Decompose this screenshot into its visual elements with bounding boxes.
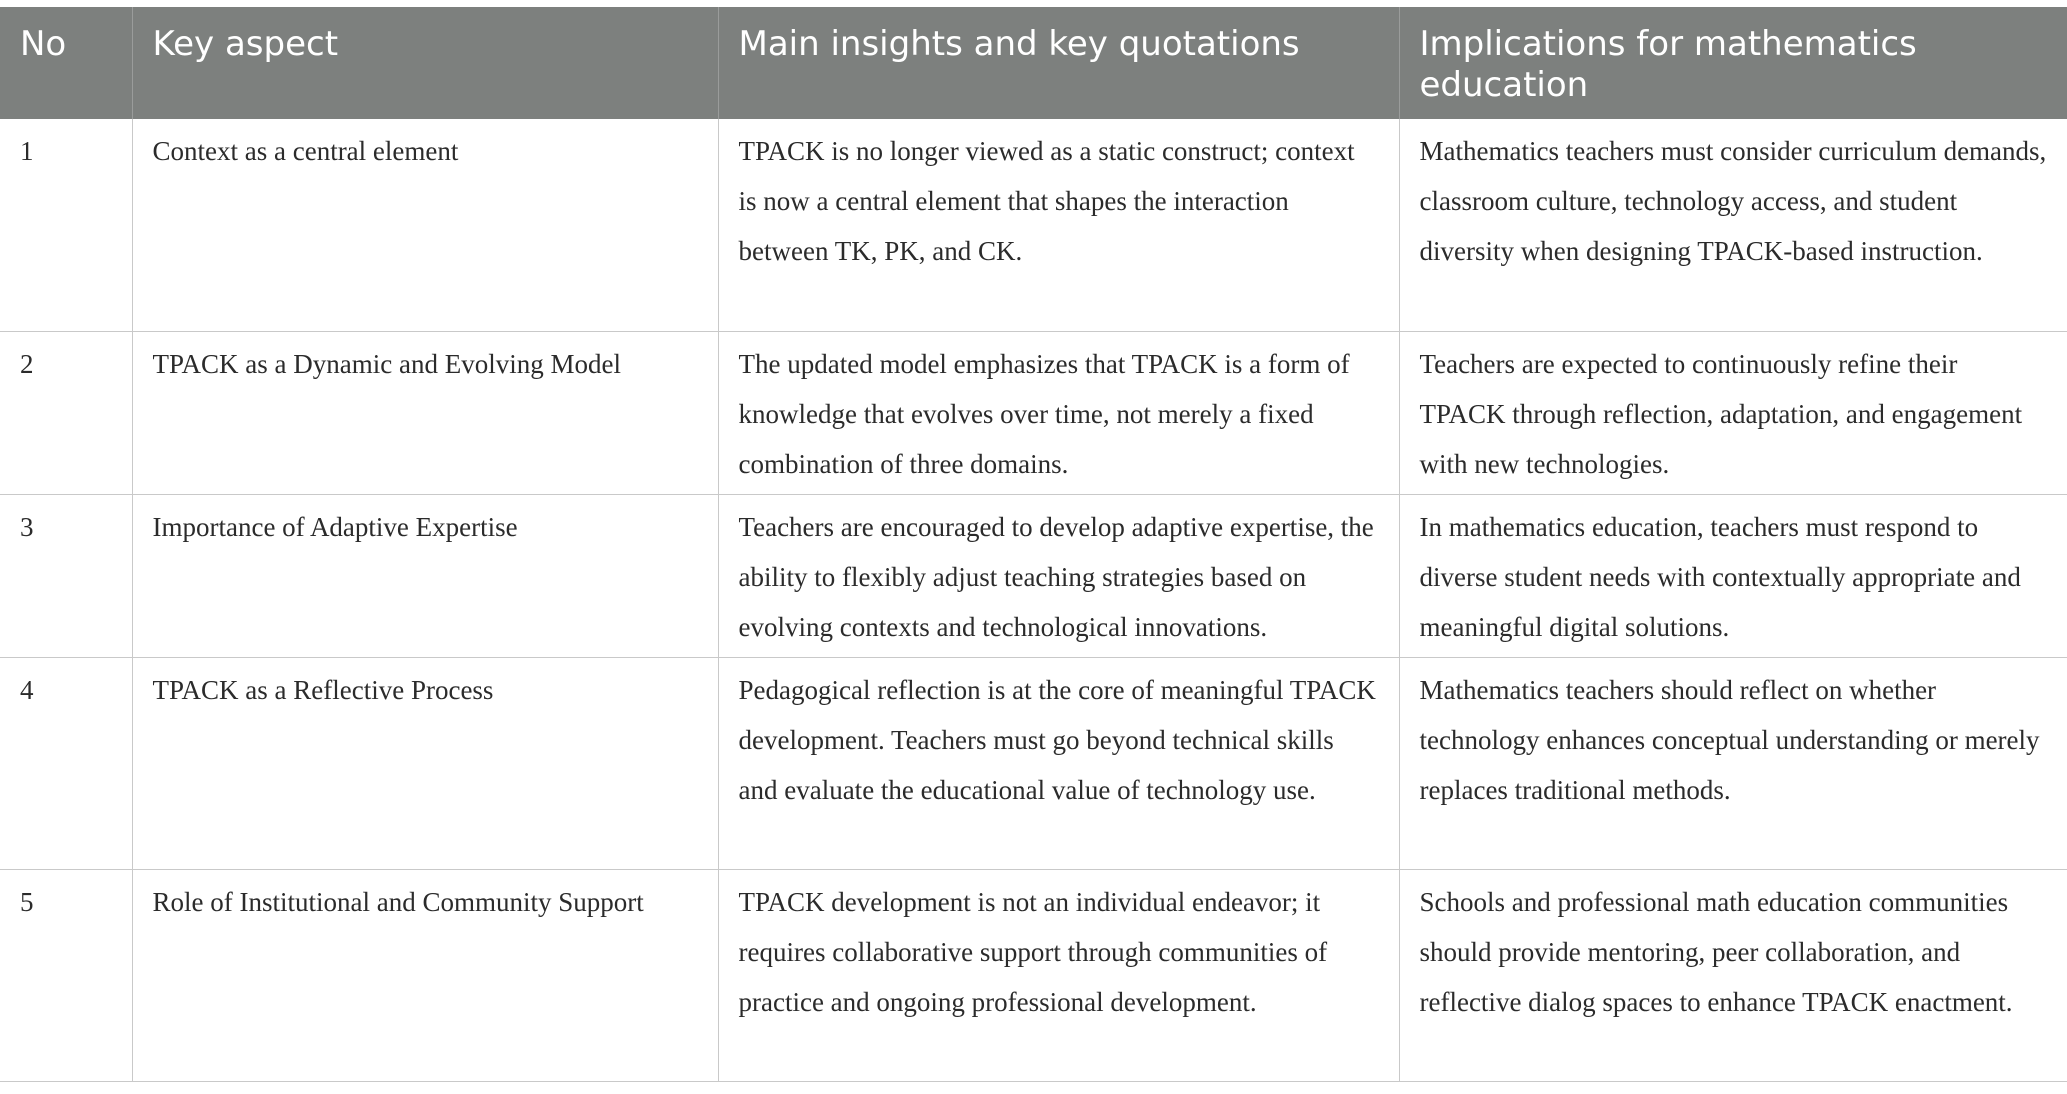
implication-cell: Schools and professional math education communities should provide mentoring, peer collaboration, and reflective dialog spaces to enhance TPACK enactment. (1399, 869, 2067, 1081)
key-aspect-cell: Role of Institutional and Community Support (132, 869, 718, 1081)
table-row (0, 869, 2067, 1081)
row-number: 2 (0, 331, 132, 494)
row-number: 5 (0, 869, 132, 1081)
tpack-table (0, 7, 2067, 1082)
implication-cell: In mathematics education, teachers must respond to diverse student needs with contextually appropriate and meaningful digital solutions. (1399, 494, 2067, 657)
table-row (0, 494, 2067, 657)
key-aspect-cell: TPACK as a Dynamic and Evolving Model (132, 331, 718, 494)
insight-cell: Teachers are encouraged to develop adaptive expertise, the ability to flexibly adjust teaching strategies based on evolving contexts and technological innovations. (718, 494, 1399, 657)
header-no: No (0, 7, 132, 119)
insight-cell: TPACK development is not an individual endeavor; it requires collaborative support through communities of practice and ongoing professional development. (718, 869, 1399, 1081)
implication-cell: Mathematics teachers must consider curriculum demands, classroom culture, technology access, and student diversity when designing TPACK-based instruction. (1399, 119, 2067, 331)
key-aspect-cell: TPACK as a Reflective Process (132, 657, 718, 869)
key-aspect-cell: Importance of Adaptive Expertise (132, 494, 718, 657)
row-number: 3 (0, 494, 132, 657)
header-implications: Implications for mathematics education (1399, 7, 2067, 119)
table-row (0, 331, 2067, 494)
header-main-insights: Main insights and key quotations (718, 7, 1399, 119)
header-key-aspect: Key aspect (132, 7, 718, 119)
insight-cell: Pedagogical reflection is at the core of meaningful TPACK development. Teachers must go beyond technical skills and evaluate the educational value of technology use. (718, 657, 1399, 869)
implication-cell: Mathematics teachers should reflect on whether technology enhances conceptual understanding or merely replaces traditional methods. (1399, 657, 2067, 869)
row-number: 4 (0, 657, 132, 869)
table-row (0, 119, 2067, 331)
header-row (0, 7, 2067, 119)
row-number: 1 (0, 119, 132, 331)
key-aspect-cell: Context as a central element (132, 119, 718, 331)
table-row (0, 657, 2067, 869)
insight-cell: The updated model emphasizes that TPACK is a form of knowledge that evolves over time, not merely a fixed combination of three domains. (718, 331, 1399, 494)
insight-cell: TPACK is no longer viewed as a static construct; context is now a central element that shapes the interaction between TK, PK, and CK. (718, 119, 1399, 331)
implication-cell: Teachers are expected to continuously refine their TPACK through reflection, adaptation, and engagement with new technologies. (1399, 331, 2067, 494)
